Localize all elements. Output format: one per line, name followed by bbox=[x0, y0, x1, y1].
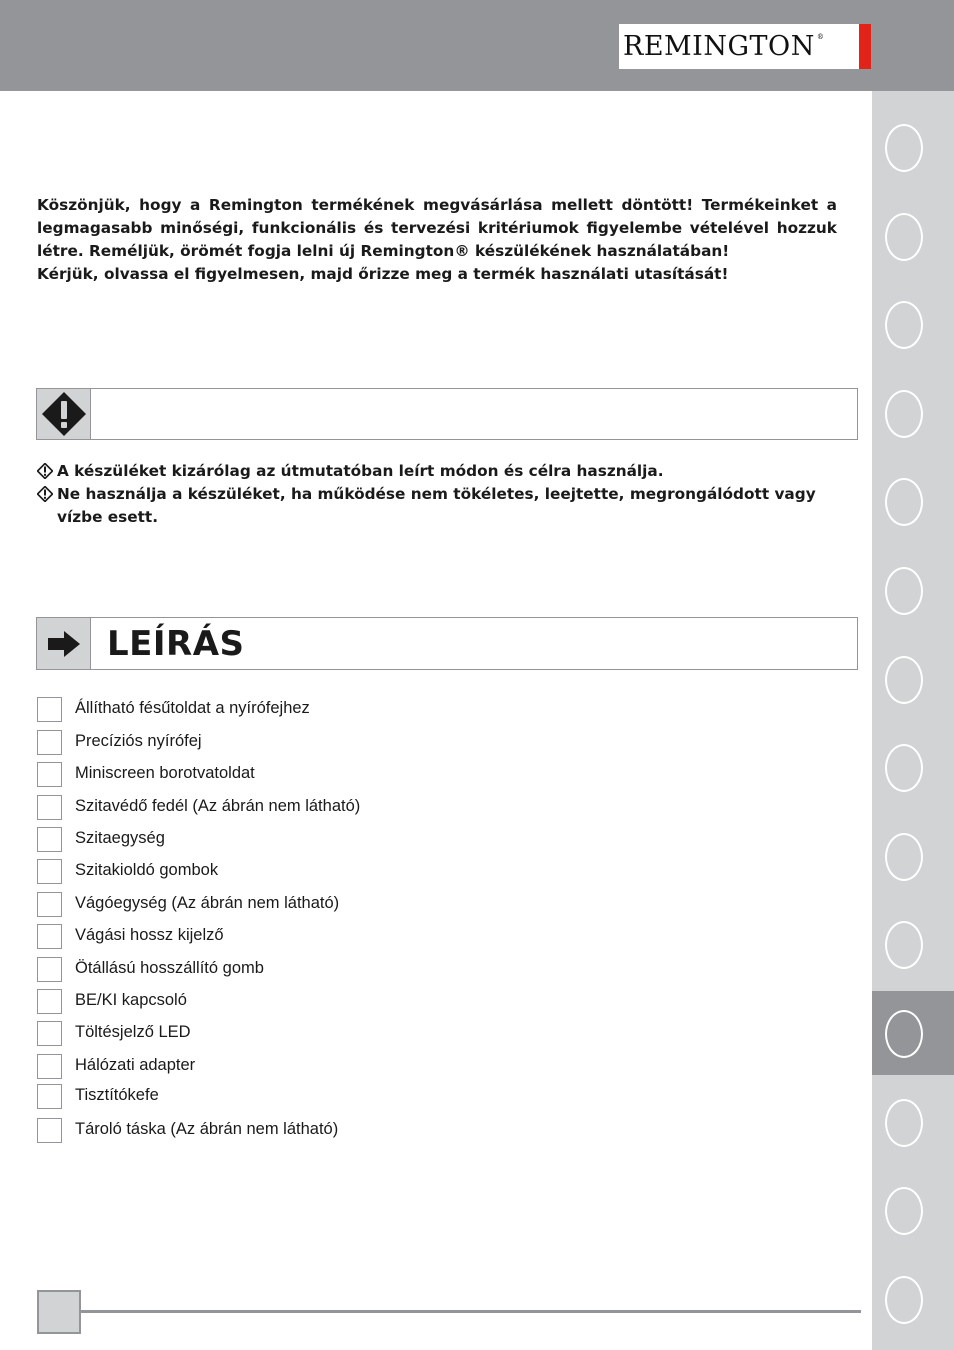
part-item bbox=[37, 892, 417, 918]
part-checkbox bbox=[37, 730, 62, 755]
language-tab-circle-icon bbox=[885, 567, 923, 615]
language-tab[interactable] bbox=[872, 725, 954, 809]
part-label: Precíziós nyírófej bbox=[75, 732, 202, 750]
warning-item bbox=[37, 460, 857, 483]
part-checkbox bbox=[37, 1054, 62, 1079]
small-warning-icon bbox=[37, 460, 57, 479]
part-label: Szitavédő fedél (Az ábrán nem látható) bbox=[75, 797, 361, 815]
language-tab[interactable] bbox=[872, 459, 954, 543]
language-tab-circle-icon bbox=[885, 1010, 923, 1058]
remington-logo bbox=[619, 24, 859, 69]
language-tab[interactable] bbox=[872, 548, 954, 632]
part-checkbox bbox=[37, 1118, 62, 1143]
part-checkbox bbox=[37, 1021, 62, 1046]
part-checkbox bbox=[37, 989, 62, 1014]
part-checkbox bbox=[37, 859, 62, 884]
warning-section-header bbox=[36, 388, 858, 440]
part-checkbox bbox=[37, 892, 62, 917]
language-tab[interactable] bbox=[872, 902, 954, 986]
part-checkbox bbox=[37, 795, 62, 820]
language-tab-circle-icon bbox=[885, 1276, 923, 1324]
part-item bbox=[37, 1054, 417, 1080]
part-item bbox=[37, 1084, 417, 1110]
part-checkbox bbox=[37, 1084, 62, 1109]
language-tab-circle-icon bbox=[885, 301, 923, 349]
language-tab-circle-icon bbox=[885, 1099, 923, 1147]
warning-text: A készüléket kizárólag az útmutatóban leírt módon és célra használja. bbox=[57, 462, 664, 480]
part-label: Tisztítókefe bbox=[75, 1086, 159, 1104]
language-tab[interactable] bbox=[872, 1080, 954, 1164]
part-label: Miniscreen borotvatoldat bbox=[75, 764, 255, 782]
part-checkbox bbox=[37, 827, 62, 852]
language-tab-circle-icon bbox=[885, 213, 923, 261]
language-tab-circle-icon bbox=[885, 744, 923, 792]
exclamation-diamond-icon bbox=[40, 390, 88, 438]
description-section-header bbox=[36, 617, 858, 670]
intro-text bbox=[37, 194, 837, 286]
footer-rule bbox=[81, 1310, 861, 1313]
part-label: Tároló táska (Az ábrán nem látható) bbox=[75, 1120, 339, 1138]
language-tab[interactable] bbox=[872, 991, 954, 1075]
language-tab-circle-icon bbox=[885, 921, 923, 969]
part-label: Töltésjelző LED bbox=[75, 1023, 191, 1041]
part-item bbox=[37, 989, 417, 1015]
part-item bbox=[37, 762, 417, 788]
part-label: Vágóegység (Az ábrán nem látható) bbox=[75, 894, 340, 912]
language-tab[interactable] bbox=[872, 1168, 954, 1252]
part-item bbox=[37, 730, 417, 756]
part-item bbox=[37, 957, 417, 983]
arrow-right-icon bbox=[46, 629, 82, 659]
intro-paragraph: Kérjük, olvassa el figyelmesen, majd őrizze meg a termék használati utasítását! bbox=[37, 265, 729, 283]
language-tab-circle-icon bbox=[885, 390, 923, 438]
part-checkbox bbox=[37, 762, 62, 787]
logo-registered-mark: ® bbox=[816, 33, 825, 41]
page-number-box bbox=[37, 1290, 81, 1334]
part-checkbox bbox=[37, 697, 62, 722]
language-tab-circle-icon bbox=[885, 833, 923, 881]
part-label: Szitakioldó gombok bbox=[75, 861, 219, 879]
part-label: Szitaegység bbox=[75, 829, 165, 847]
warning-text: Ne használja a készüléket, ha működése nem tökéletes, leejtette, megrongálódott vagy vízbe esett. bbox=[57, 485, 816, 526]
language-tab-circle-icon bbox=[885, 478, 923, 526]
part-item bbox=[37, 1118, 417, 1144]
part-item bbox=[37, 697, 417, 723]
part-item bbox=[37, 1021, 417, 1047]
small-warning-icon bbox=[37, 483, 57, 502]
warning-icon-cell bbox=[37, 389, 91, 439]
language-tab[interactable] bbox=[872, 637, 954, 721]
language-tab[interactable] bbox=[872, 105, 954, 189]
part-label: Állítható fésűtoldat a nyírófejhez bbox=[75, 699, 310, 717]
warning-item bbox=[37, 483, 857, 529]
part-label: Vágási hossz kijelző bbox=[75, 926, 224, 944]
part-label: Hálózati adapter bbox=[75, 1056, 196, 1074]
language-tab-circle-icon bbox=[885, 1187, 923, 1235]
part-label: BE/KI kapcsoló bbox=[75, 991, 187, 1009]
part-checkbox bbox=[37, 924, 62, 949]
language-tab-sidebar bbox=[872, 91, 954, 1350]
language-tab[interactable] bbox=[872, 371, 954, 455]
warning-list bbox=[37, 460, 857, 529]
language-tab-circle-icon bbox=[885, 656, 923, 704]
part-item bbox=[37, 859, 417, 885]
language-tab[interactable] bbox=[872, 1257, 954, 1341]
part-item bbox=[37, 795, 417, 821]
part-label: Ötállású hosszállító gomb bbox=[75, 959, 264, 977]
intro-paragraph: Köszönjük, hogy a Remington termékének megvásárlása mellett döntött! Termékeinket a legmagasabb minőségi, funkcionális és tervezési kritériumok figyelembe vételével hozzuk létre. Reméljük, örömét fogja lelni új Remington® készülékének használatában! bbox=[37, 196, 837, 260]
language-tab[interactable] bbox=[872, 194, 954, 278]
part-item bbox=[37, 827, 417, 853]
logo-red-bar bbox=[859, 24, 871, 69]
language-tab[interactable] bbox=[872, 814, 954, 898]
section-title: LEÍRÁS bbox=[107, 624, 245, 664]
language-tab-circle-icon bbox=[885, 124, 923, 172]
part-checkbox bbox=[37, 957, 62, 982]
part-item bbox=[37, 924, 417, 950]
arrow-icon-cell bbox=[37, 618, 91, 669]
logo-text: REMINGTON bbox=[623, 31, 815, 62]
language-tab[interactable] bbox=[872, 282, 954, 366]
